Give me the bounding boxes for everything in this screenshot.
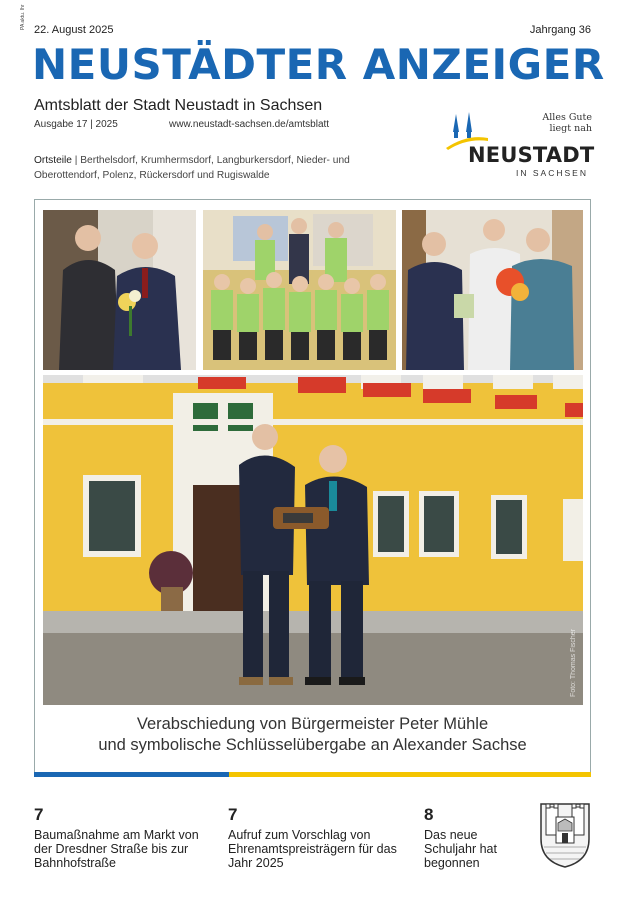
city-crest-icon — [538, 801, 592, 869]
cover-photo-frame — [34, 199, 591, 776]
photo-flowers — [402, 210, 583, 370]
issue-number: Ausgabe 17 | 2025 — [34, 119, 118, 130]
caption-line-2: und symbolische Schlüsselübergabe an Alexander Sachse — [98, 736, 527, 754]
photo-caption — [35, 714, 590, 756]
caption-line-1: Verabschiedung von Bürgermeister Peter Mühle — [136, 715, 489, 733]
slogan-line-1: Alles Gute — [542, 112, 592, 123]
logo-name: NEUSTADT — [468, 143, 595, 167]
subtitle: Amtsblatt der Stadt Neustadt in Sachsen — [34, 97, 323, 114]
issue-date: 22. August 2025 — [34, 24, 114, 36]
logo-slogan — [542, 112, 592, 134]
teaser-text: Das neue Schuljahr hat begonnen — [424, 828, 497, 870]
teaser-page-number: 7 — [34, 805, 44, 824]
teaser-page-number: 7 — [228, 805, 238, 824]
teaser-2[interactable] — [228, 806, 408, 870]
districts-list — [34, 153, 374, 183]
photo-kindergarten — [203, 210, 396, 370]
photo-credit: Foto: Thomas Fischer — [570, 629, 577, 697]
color-bar — [34, 772, 591, 777]
color-bar-yellow — [229, 772, 591, 777]
teaser-3[interactable] — [424, 806, 524, 870]
teaser-1[interactable] — [34, 806, 204, 870]
photo-key-handover — [43, 375, 583, 705]
teaser-text: Aufruf zum Vorschlag von Ehrenamtspreisträgern für das Jahr 2025 — [228, 828, 397, 870]
pa-mark: PA aktu. Ihr — [20, 4, 26, 30]
districts-label: Ortsteile — [34, 155, 72, 166]
slogan-line-2: liegt nah — [549, 123, 592, 134]
teaser-text: Baumaßnahme am Markt von der Dresdner Straße bis zur Bahnhofstraße — [34, 828, 199, 870]
teaser-page-number: 8 — [424, 805, 434, 824]
masthead-title: NEUSTÄDTER ANZEIGER — [32, 40, 605, 89]
volume-label: Jahrgang 36 — [529, 24, 591, 36]
districts-text: | Berthelsdorf, Krumhermsdorf, Langburkersdorf, Nieder- und Oberottendorf, Polenz, Rückersdorf und Rugiswalde — [34, 155, 350, 181]
website-link[interactable]: www.neustadt-sachsen.de/amtsblatt — [169, 119, 330, 130]
photo-handshake — [43, 210, 196, 370]
logo-subtitle: IN SACHSEN — [516, 168, 588, 178]
color-bar-blue — [34, 772, 229, 777]
